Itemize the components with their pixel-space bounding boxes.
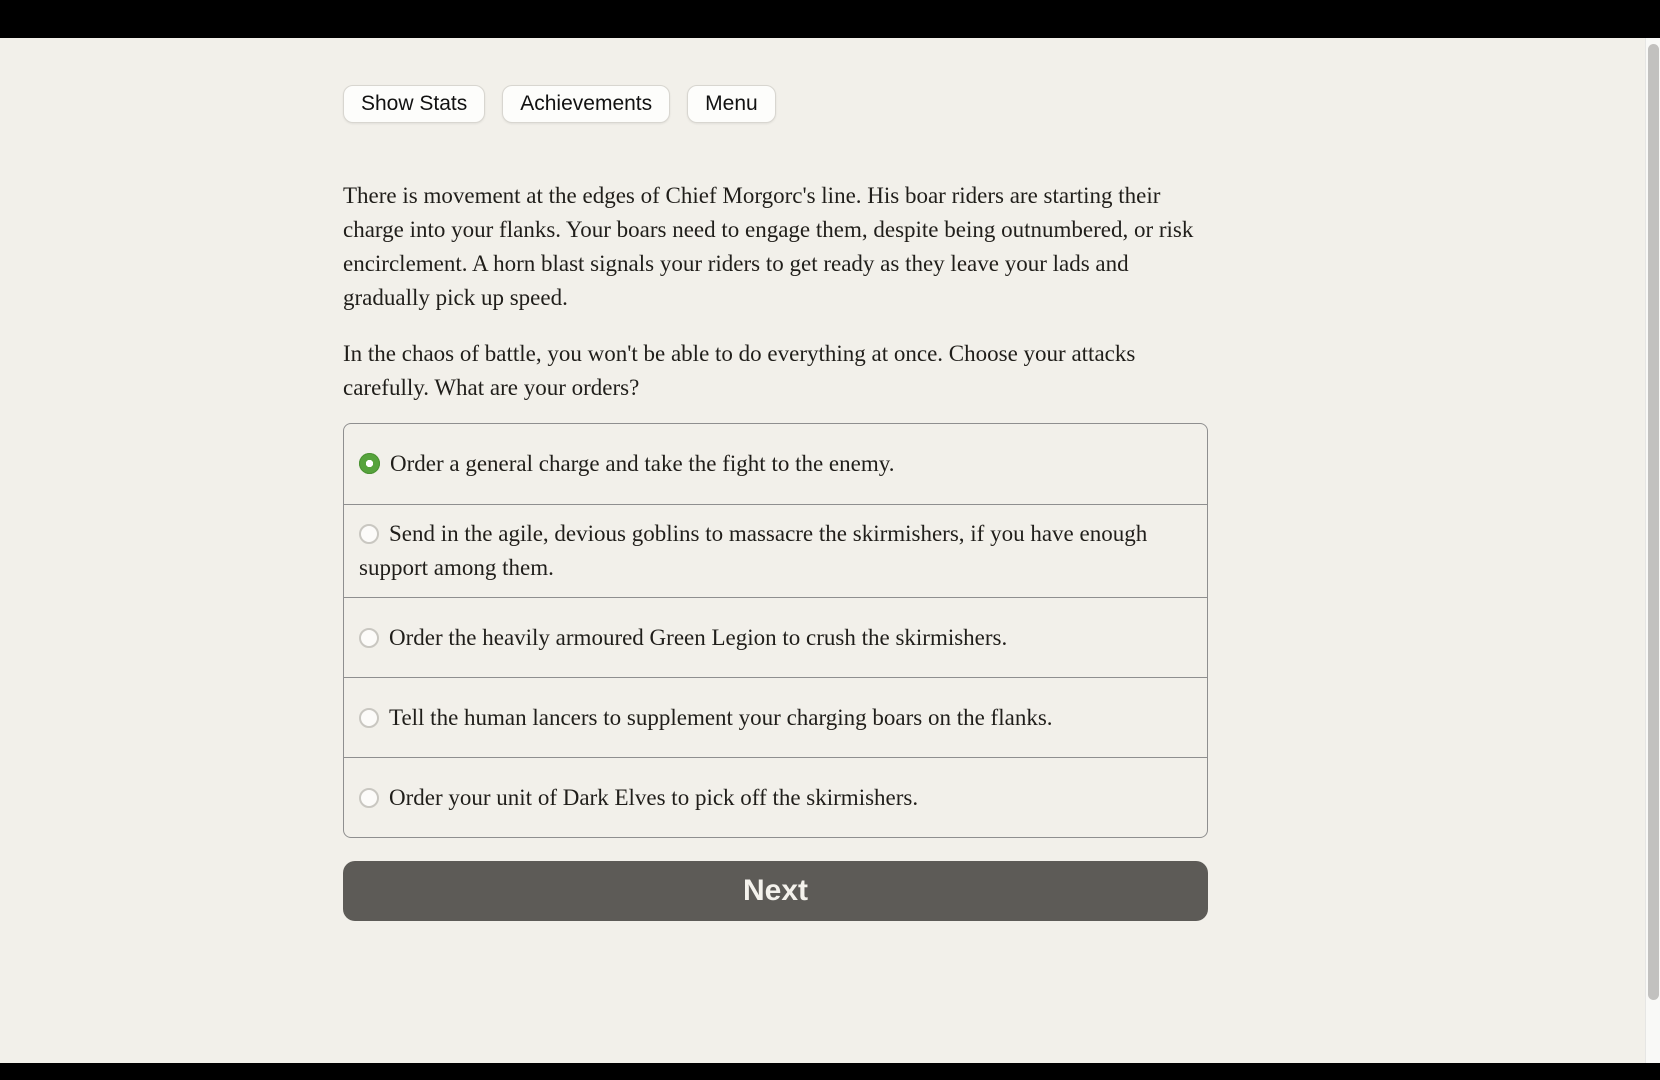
option-label: Order your unit of Dark Elves to pick off the skirmishers. — [389, 784, 919, 810]
option-label: Order the heavily armoured Green Legion to crush the skirmishers. — [389, 624, 1008, 650]
radio-unselected-icon[interactable] — [359, 524, 379, 544]
option-text — [359, 621, 1007, 655]
choice-option-5[interactable] — [344, 757, 1207, 837]
choice-option-2[interactable] — [344, 504, 1207, 597]
radio-unselected-icon[interactable] — [359, 788, 379, 808]
option-text — [359, 447, 895, 481]
choice-option-1[interactable] — [344, 424, 1207, 504]
option-text — [359, 781, 918, 815]
option-text — [359, 517, 1192, 585]
scrollbar-thumb[interactable] — [1648, 44, 1659, 1000]
achievements-button[interactable]: Achievements — [502, 85, 670, 123]
menu-button[interactable]: Menu — [687, 85, 776, 123]
bottom-black-bar — [0, 1063, 1660, 1080]
main-content — [343, 85, 1208, 921]
next-button[interactable]: Next — [343, 861, 1208, 921]
option-label: Order a general charge and take the fight to the enemy. — [390, 451, 895, 476]
radio-selected-icon[interactable] — [359, 453, 380, 474]
story-paragraph: In the chaos of battle, you won't be able to do everything at once. Choose your attacks carefully. What are your orders? — [343, 341, 1136, 400]
radio-unselected-icon[interactable] — [359, 628, 379, 648]
toolbar — [343, 85, 1208, 123]
top-black-bar — [0, 0, 1660, 38]
choice-option-3[interactable] — [344, 597, 1207, 677]
choice-option-4[interactable] — [344, 677, 1207, 757]
scrollbar-track[interactable] — [1645, 38, 1660, 1080]
option-text — [359, 701, 1053, 735]
option-label: Send in the agile, devious goblins to massacre the skirmishers, if you have enough support among them. — [359, 521, 1148, 580]
story-paragraph: There is movement at the edges of Chief Morgorc's line. His boar riders are starting their charge into your flanks. Your boars need to engage them, despite being outnumbered, or risk encirclement. A horn blast signals your riders to get ready as they leave your lads and gradually pick up speed. — [343, 183, 1194, 310]
choice-list — [343, 423, 1208, 838]
radio-unselected-icon[interactable] — [359, 708, 379, 728]
show-stats-button[interactable]: Show Stats — [343, 85, 485, 123]
option-label: Tell the human lancers to supplement your charging boars on the flanks. — [389, 704, 1053, 730]
story-text — [343, 179, 1208, 405]
